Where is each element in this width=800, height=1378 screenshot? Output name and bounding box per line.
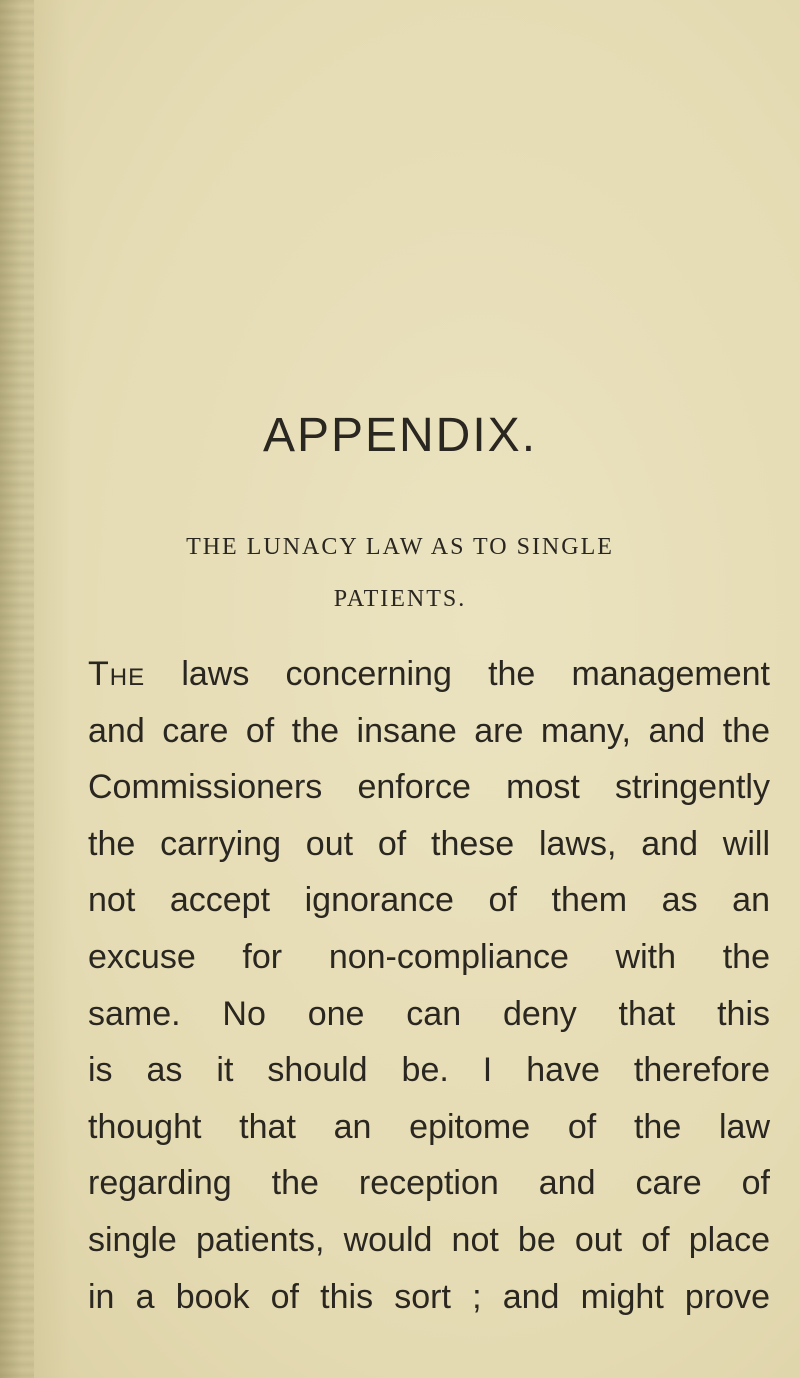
first-line-rest: laws concerning the management [145, 655, 770, 693]
body-line: thought that an epitome of the law [88, 1107, 770, 1146]
body-line: is as it should be. I have therefore [88, 1051, 770, 1090]
body-line: Commissioners enforce most stringently [88, 768, 770, 807]
body-line: excuse for non-compliance with the [88, 937, 770, 976]
appendix-heading: APPENDIX. [262, 409, 538, 462]
section-title-line-1: THE LUNACY LAW AS TO SINGLE [186, 534, 614, 560]
lead-word: The [88, 655, 146, 693]
section-title-line-2: PATIENTS. [333, 586, 467, 612]
body-line: regarding the reception and care of [88, 1164, 770, 1203]
body-line: and care of the insane are many, and the [88, 711, 770, 750]
body-line [88, 646, 770, 703]
body-line: same. No one can deny that this [88, 994, 770, 1033]
body-line: the carrying out of these laws, and will [88, 824, 770, 863]
body-line: not accept ignorance of them as an [88, 881, 770, 920]
body-line: in a book of this sort ; and might prove [88, 1277, 770, 1316]
body-paragraph [88, 646, 770, 1325]
page-binding-edge [0, 0, 34, 1378]
body-line: single patients, would not be out of place [88, 1220, 770, 1259]
